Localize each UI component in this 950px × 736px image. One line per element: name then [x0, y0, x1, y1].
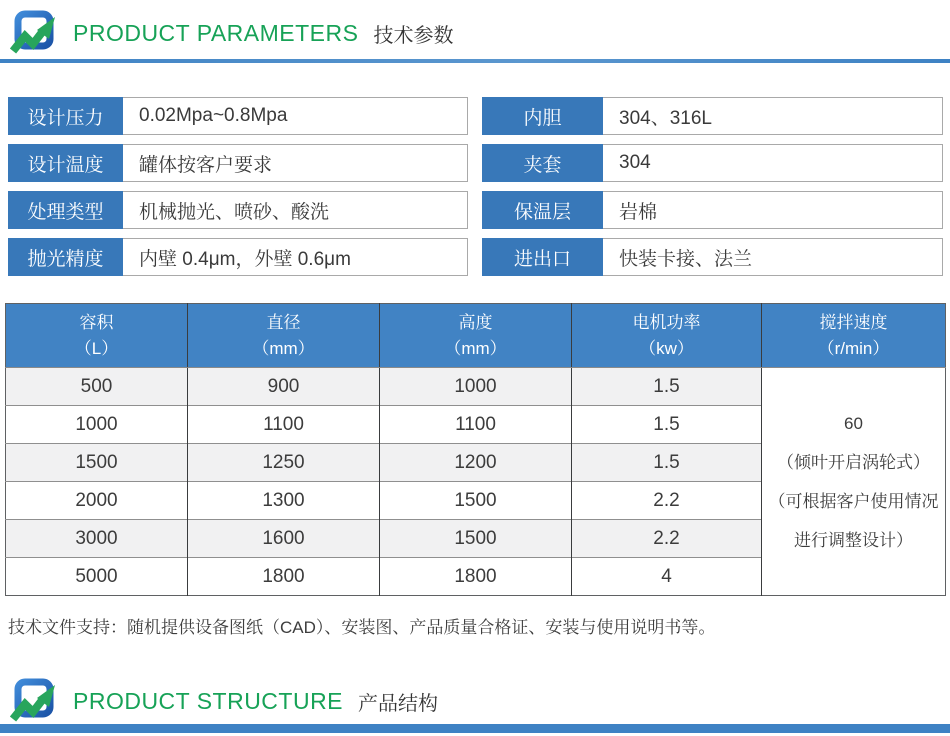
spec-table: [5, 303, 946, 596]
param-label: 处理类型: [8, 191, 123, 229]
param-value: 机械抛光、喷砂、酸洗: [123, 191, 468, 229]
section-title-zh: 产品结构: [358, 692, 439, 715]
cell-capacity: 500: [6, 368, 188, 406]
stir-speed-value: 60: [844, 413, 863, 433]
param-row-polishing-precision: [8, 238, 468, 276]
cell-height: 1100: [380, 406, 572, 444]
param-label: 保温层: [482, 191, 603, 229]
param-label: 进出口: [482, 238, 603, 276]
param-value: 罐体按客户要求: [123, 144, 468, 182]
spec-table-container: [5, 303, 945, 596]
brand-logo-icon: [10, 678, 60, 725]
accent-divider: [0, 724, 950, 733]
stir-speed-note: （可根据客户使用情况进行调整设计）: [768, 491, 939, 550]
param-value: 0.02Mpa~0.8Mpa: [123, 97, 468, 135]
param-row-treatment-type: [8, 191, 468, 229]
param-label: 设计压力: [8, 97, 123, 135]
cell-motor-power: 1.5: [572, 406, 762, 444]
column-header-name: 搅拌速度: [819, 312, 888, 332]
cell-height: 1200: [380, 444, 572, 482]
cell-diameter: 1100: [188, 406, 380, 444]
param-value: 304: [603, 144, 943, 182]
column-header-capacity: [6, 304, 188, 368]
param-row-inner-tank: [482, 97, 943, 135]
cell-capacity: 2000: [6, 482, 188, 520]
cell-capacity: 1000: [6, 406, 188, 444]
cell-diameter: 1600: [188, 520, 380, 558]
param-value: 岩棉: [603, 191, 943, 229]
param-value: 304、316L: [603, 97, 943, 135]
param-label: 设计温度: [8, 144, 123, 182]
brand-logo-icon: [10, 10, 60, 57]
cell-diameter: 1300: [188, 482, 380, 520]
column-header-motor-power: [572, 304, 762, 368]
stir-speed-type: （倾叶开启涡轮式）: [777, 452, 930, 472]
table-row: [6, 368, 946, 406]
param-label: 内胆: [482, 97, 603, 135]
column-header-name: 容积: [79, 312, 114, 332]
technical-support-footnote: 技术文件支持：随机提供设备图纸（CAD）、安装图、产品质量合格证、安装与使用说明书等。: [8, 618, 716, 637]
column-header-unit: （r/min）: [817, 338, 890, 358]
param-value: 快装卡接、法兰: [603, 238, 943, 276]
cell-motor-power: 2.2: [572, 520, 762, 558]
cell-motor-power: 2.2: [572, 482, 762, 520]
column-header-unit: （mm）: [444, 338, 507, 358]
column-header-height: [380, 304, 572, 368]
column-header-name: 直径: [266, 312, 301, 332]
param-row-jacket: [482, 144, 943, 182]
parameters-section-header: [0, 0, 950, 59]
cell-height: 1500: [380, 520, 572, 558]
cell-capacity: 1500: [6, 444, 188, 482]
column-header-name: 电机功率: [632, 312, 701, 332]
section-title-en: PRODUCT STRUCTURE: [73, 687, 344, 714]
cell-motor-power: 4: [572, 558, 762, 596]
param-label: 夹套: [482, 144, 603, 182]
cell-motor-power: 1.5: [572, 368, 762, 406]
column-header-name: 高度: [458, 312, 493, 332]
param-row-design-temperature: [8, 144, 468, 182]
param-row-inlet-outlet: [482, 238, 943, 276]
column-header-diameter: [188, 304, 380, 368]
cell-diameter: 900: [188, 368, 380, 406]
param-row-insulation-layer: [482, 191, 943, 229]
param-value: 内壁 0.4μm，外壁 0.6μm: [123, 238, 468, 276]
cell-capacity: 3000: [6, 520, 188, 558]
cell-height: 1800: [380, 558, 572, 596]
cell-stir-speed-merged: [762, 368, 946, 596]
cell-diameter: 1250: [188, 444, 380, 482]
cell-diameter: 1800: [188, 558, 380, 596]
table-header-row: [6, 304, 946, 368]
column-header-stir-speed: [762, 304, 946, 368]
section-title-zh: 技术参数: [373, 24, 454, 47]
param-label: 抛光精度: [8, 238, 123, 276]
column-header-unit: （kw）: [639, 338, 694, 358]
section-title-en: PRODUCT PARAMETERS: [73, 19, 359, 46]
cell-capacity: 5000: [6, 558, 188, 596]
accent-divider: [0, 59, 950, 63]
parameters-grid: [8, 97, 943, 276]
column-header-unit: （L）: [74, 338, 119, 358]
column-header-unit: （mm）: [252, 338, 315, 358]
cell-motor-power: 1.5: [572, 444, 762, 482]
cell-height: 1500: [380, 482, 572, 520]
cell-height: 1000: [380, 368, 572, 406]
structure-section-header: [0, 674, 950, 724]
param-row-design-pressure: [8, 97, 468, 135]
